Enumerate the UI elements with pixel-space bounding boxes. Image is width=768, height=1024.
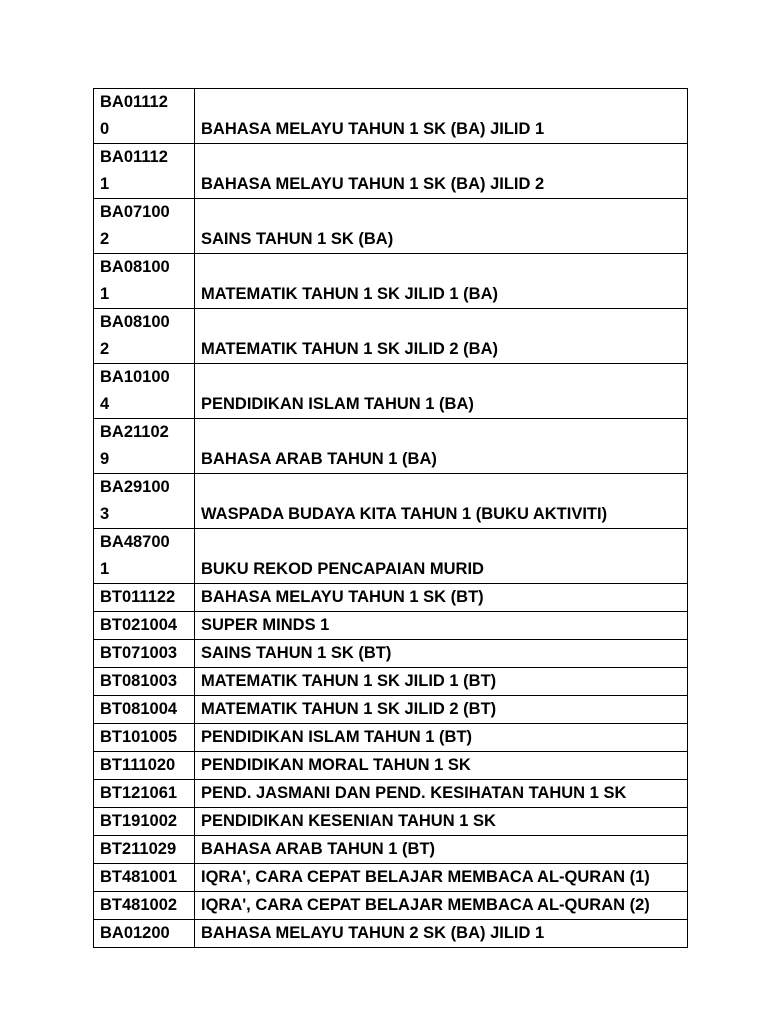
book-code-line: 4 bbox=[100, 395, 110, 413]
table-row bbox=[94, 920, 688, 948]
book-title-cell: PENDIDIKAN KESENIAN TAHUN 1 SK bbox=[195, 808, 688, 836]
book-code-cell bbox=[94, 752, 195, 780]
book-code-line: BT211029 bbox=[100, 840, 177, 858]
book-code-cell bbox=[94, 864, 195, 892]
book-code-line: BA29100 bbox=[100, 478, 170, 496]
table-row bbox=[94, 668, 688, 696]
book-code-line: 1 bbox=[100, 285, 110, 303]
table-row bbox=[94, 752, 688, 780]
book-code-cell bbox=[94, 89, 195, 144]
table-row bbox=[94, 640, 688, 668]
book-title-cell: BAHASA ARAB TAHUN 1 (BA) bbox=[195, 419, 688, 474]
book-code-line: BT011122 bbox=[100, 588, 176, 606]
book-code-line: BA01112 bbox=[100, 93, 168, 111]
book-code-line: BT481002 bbox=[100, 896, 178, 914]
book-code-line: BA01200 bbox=[100, 924, 170, 942]
book-code-cell bbox=[94, 144, 195, 199]
book-code-cell bbox=[94, 836, 195, 864]
table-row bbox=[94, 474, 688, 529]
book-title-cell: BAHASA ARAB TAHUN 1 (BT) bbox=[195, 836, 688, 864]
book-code-line: 0 bbox=[100, 120, 110, 138]
book-code-line: 3 bbox=[100, 505, 110, 523]
book-title-cell: PENDIDIKAN MORAL TAHUN 1 SK bbox=[195, 752, 688, 780]
book-code-cell bbox=[94, 668, 195, 696]
book-title-cell: MATEMATIK TAHUN 1 SK JILID 2 (BT) bbox=[195, 696, 688, 724]
book-code-cell bbox=[94, 419, 195, 474]
table-row bbox=[94, 309, 688, 364]
book-code-line: BT081004 bbox=[100, 700, 178, 718]
textbook-table-body bbox=[94, 89, 688, 948]
table-row bbox=[94, 864, 688, 892]
table-row bbox=[94, 780, 688, 808]
book-code-line: BT021004 bbox=[100, 616, 178, 634]
book-code-cell bbox=[94, 199, 195, 254]
book-code-line: BT191002 bbox=[100, 812, 178, 830]
book-title-cell: BAHASA MELAYU TAHUN 1 SK (BA) JILID 1 bbox=[195, 89, 688, 144]
book-code-line: BT121061 bbox=[100, 784, 178, 802]
table-row bbox=[94, 364, 688, 419]
book-code-cell bbox=[94, 364, 195, 419]
book-code-line: BT081003 bbox=[100, 672, 178, 690]
book-title-cell: BUKU REKOD PENCAPAIAN MURID bbox=[195, 529, 688, 584]
book-code-cell bbox=[94, 640, 195, 668]
book-code-cell bbox=[94, 612, 195, 640]
book-code-line: 1 bbox=[100, 175, 110, 193]
book-code-line: BA48700 bbox=[100, 533, 170, 551]
book-title-cell: MATEMATIK TAHUN 1 SK JILID 2 (BA) bbox=[195, 309, 688, 364]
table-row bbox=[94, 696, 688, 724]
book-code-line: BT111020 bbox=[100, 756, 176, 774]
book-title-cell: PENDIDIKAN ISLAM TAHUN 1 (BT) bbox=[195, 724, 688, 752]
book-code-line: BA21102 bbox=[100, 423, 169, 441]
table-row bbox=[94, 199, 688, 254]
table-row bbox=[94, 89, 688, 144]
book-code-line: BT101005 bbox=[100, 728, 178, 746]
table-row bbox=[94, 144, 688, 199]
book-code-line: BT481001 bbox=[100, 868, 178, 886]
book-code-line: BA08100 bbox=[100, 313, 170, 331]
book-code-line: BA08100 bbox=[100, 258, 170, 276]
book-code-cell bbox=[94, 808, 195, 836]
book-code-cell bbox=[94, 892, 195, 920]
book-code-cell bbox=[94, 696, 195, 724]
table-row bbox=[94, 808, 688, 836]
book-code-line: 2 bbox=[100, 230, 110, 248]
book-title-cell: IQRA', CARA CEPAT BELAJAR MEMBACA AL-QURAN (2) bbox=[195, 892, 688, 920]
book-code-line: BT071003 bbox=[100, 644, 178, 662]
table-row bbox=[94, 529, 688, 584]
book-title-cell: BAHASA MELAYU TAHUN 1 SK (BA) JILID 2 bbox=[195, 144, 688, 199]
book-title-cell: PEND. JASMANI DAN PEND. KESIHATAN TAHUN 1 SK bbox=[195, 780, 688, 808]
book-code-cell bbox=[94, 584, 195, 612]
book-code-cell bbox=[94, 920, 195, 948]
book-code-cell bbox=[94, 529, 195, 584]
book-code-line: BA01112 bbox=[100, 148, 168, 166]
book-title-cell: BAHASA MELAYU TAHUN 1 SK (BT) bbox=[195, 584, 688, 612]
book-title-cell: SAINS TAHUN 1 SK (BA) bbox=[195, 199, 688, 254]
table-row bbox=[94, 612, 688, 640]
book-code-cell bbox=[94, 309, 195, 364]
book-title-cell: PENDIDIKAN ISLAM TAHUN 1 (BA) bbox=[195, 364, 688, 419]
book-code-line: BA07100 bbox=[100, 203, 170, 221]
book-title-cell: SAINS TAHUN 1 SK (BT) bbox=[195, 640, 688, 668]
table-row bbox=[94, 892, 688, 920]
book-code-line: 2 bbox=[100, 340, 110, 358]
book-title-cell: IQRA', CARA CEPAT BELAJAR MEMBACA AL-QURAN (1) bbox=[195, 864, 688, 892]
table-row bbox=[94, 836, 688, 864]
book-title-cell: MATEMATIK TAHUN 1 SK JILID 1 (BT) bbox=[195, 668, 688, 696]
book-code-cell bbox=[94, 254, 195, 309]
book-title-cell: SUPER MINDS 1 bbox=[195, 612, 688, 640]
book-code-cell bbox=[94, 780, 195, 808]
book-title-cell: BAHASA MELAYU TAHUN 2 SK (BA) JILID 1 bbox=[195, 920, 688, 948]
book-code-cell bbox=[94, 474, 195, 529]
table-row bbox=[94, 724, 688, 752]
book-title-cell: WASPADA BUDAYA KITA TAHUN 1 (BUKU AKTIVITI) bbox=[195, 474, 688, 529]
book-code-line: BA10100 bbox=[100, 368, 170, 386]
book-code-line: 9 bbox=[100, 450, 110, 468]
textbook-table bbox=[93, 88, 688, 948]
book-code-line: 1 bbox=[100, 560, 110, 578]
table-row bbox=[94, 419, 688, 474]
table-row bbox=[94, 584, 688, 612]
table-row bbox=[94, 254, 688, 309]
book-title-cell: MATEMATIK TAHUN 1 SK JILID 1 (BA) bbox=[195, 254, 688, 309]
book-code-cell bbox=[94, 724, 195, 752]
